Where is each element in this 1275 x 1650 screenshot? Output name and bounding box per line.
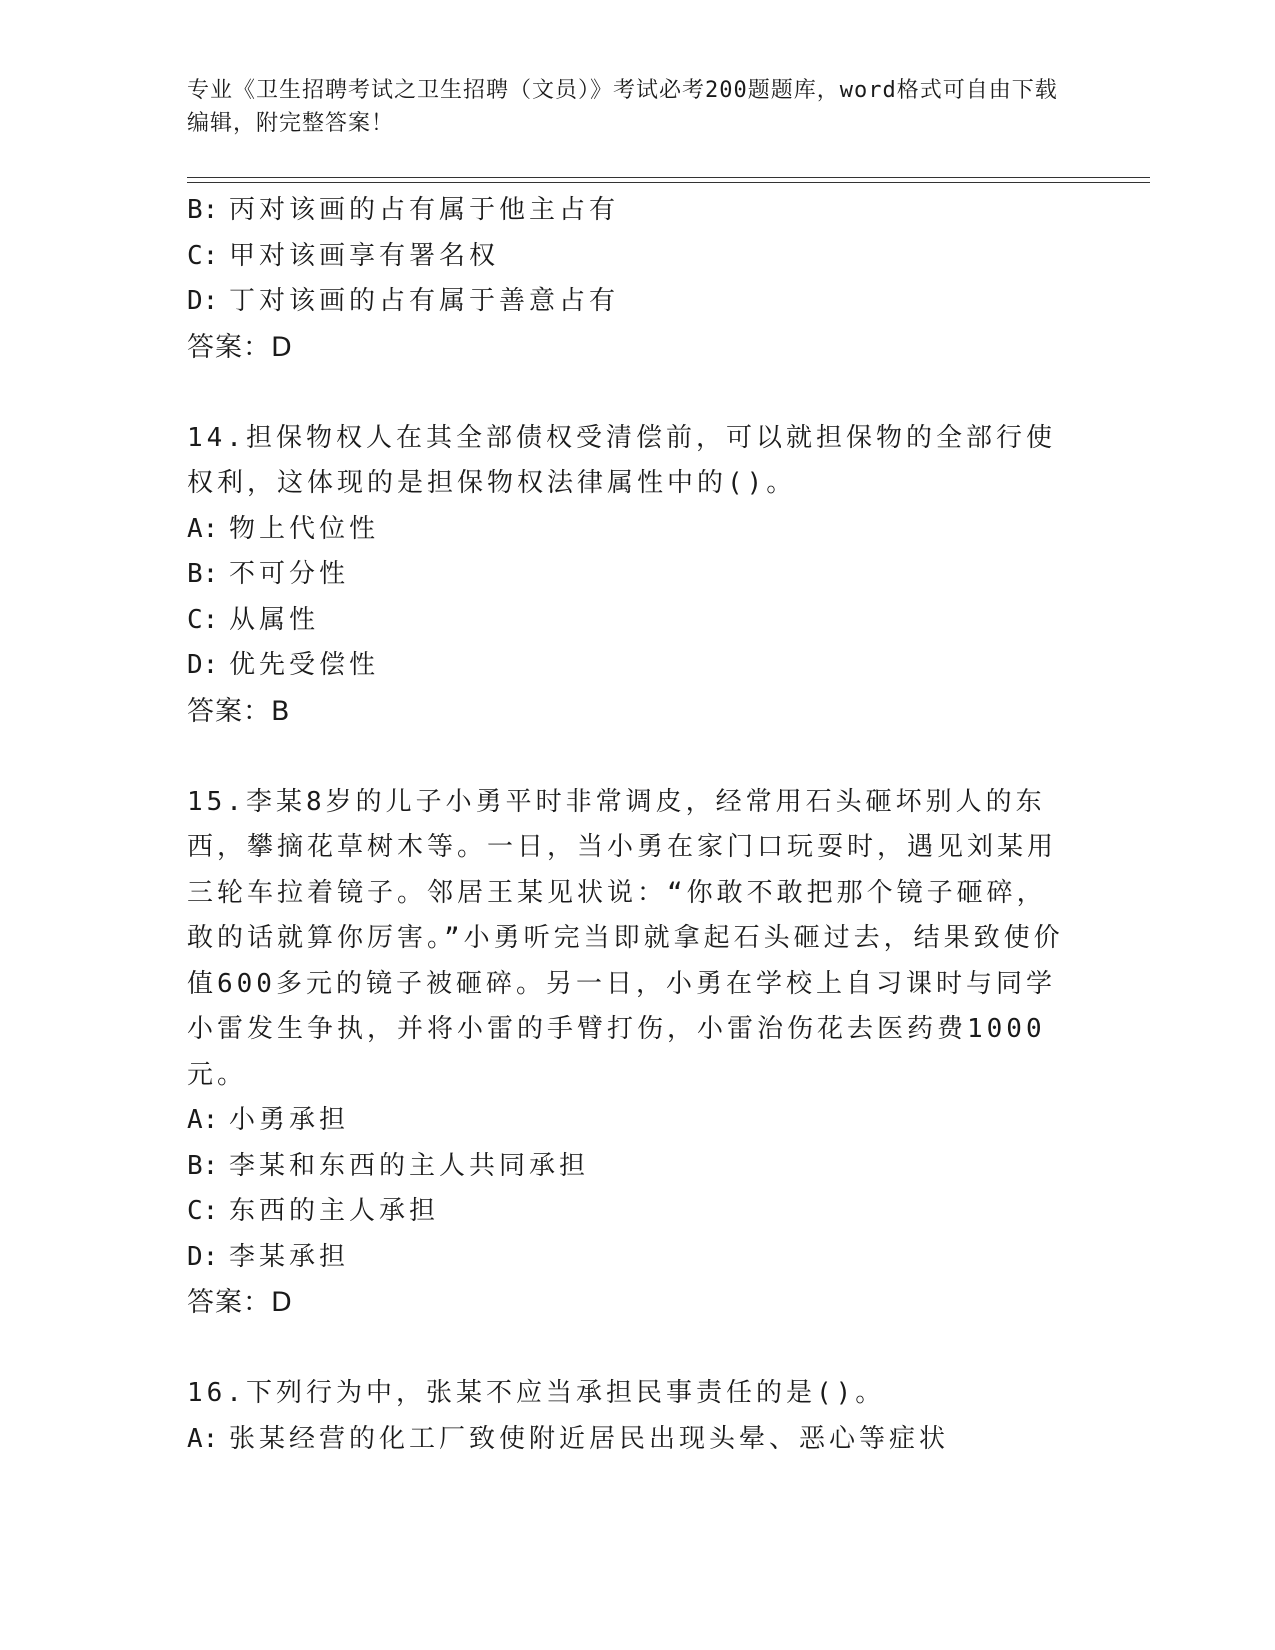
option-a xyxy=(187,1417,1067,1463)
option-text: 李某承担 xyxy=(229,1241,350,1272)
option-d xyxy=(187,643,1067,689)
option-c xyxy=(187,234,1067,280)
option-a xyxy=(187,1098,1067,1144)
header-rule-top xyxy=(187,177,1150,178)
option-key: C: xyxy=(187,604,219,635)
option-c xyxy=(187,1189,1067,1235)
question-content xyxy=(187,188,1067,1462)
option-text: 李某和东西的主人共同承担 xyxy=(229,1150,590,1181)
option-text: 物上代位性 xyxy=(229,513,380,544)
document-title: 专业《卫生招聘考试之卫生招聘（文员）》考试必考200题题库，word格式可自由下载编辑，附完整答案！ xyxy=(187,78,1058,136)
question-16 xyxy=(187,1371,1067,1462)
option-key: B: xyxy=(187,1150,219,1181)
question-14 xyxy=(187,416,1067,735)
option-key: A: xyxy=(187,513,219,544)
question-15 xyxy=(187,780,1067,1326)
answer-line: 答案：D xyxy=(187,1287,293,1318)
option-key: D: xyxy=(187,1241,219,1272)
option-a xyxy=(187,507,1067,553)
question-13-continued xyxy=(187,188,1067,370)
option-text: 小勇承担 xyxy=(229,1105,350,1135)
header-rule-bottom xyxy=(187,182,1150,183)
option-text: 东西的主人承担 xyxy=(229,1196,440,1226)
option-text: 丙对该画的占有属于他主占有 xyxy=(229,195,620,225)
option-text: 不可分性 xyxy=(229,559,350,589)
option-b xyxy=(187,1144,1067,1190)
question-stem: 15.李某8岁的儿子小勇平时非常调皮，经常用石头砸坏别人的东西，攀摘花草树木等。一日，当小勇在家门口玩耍时，遇见刘某用三轮车拉着镜子。邻居王某见状说：“你敢不敢把那个镜子砸碎，敢的话就算你厉害。”小勇听完当即就拿起石头砸过去，结果致使价值600多元的镜子被砸碎。另一日，小勇在学校上自习课时与同学小雷发生争执，并将小雷的手臂打伤，小雷治伤花去医药费1000元。 xyxy=(187,786,1064,1090)
option-key: B: xyxy=(187,195,219,225)
question-stem: 14.担保物权人在其全部债权受清偿前，可以就担保物的全部行使权利，这体现的是担保物权法律属性中的()。 xyxy=(187,422,1056,498)
option-d xyxy=(187,1235,1067,1281)
question-stem: 16.下列行为中，张某不应当承担民事责任的是()。 xyxy=(187,1378,886,1408)
option-key: C: xyxy=(187,240,219,271)
option-text: 从属性 xyxy=(229,604,320,635)
spacer xyxy=(187,734,1067,780)
option-b xyxy=(187,552,1067,598)
option-key: D: xyxy=(187,650,219,680)
option-b xyxy=(187,188,1067,234)
option-c xyxy=(187,598,1067,644)
option-text: 丁对该画的占有属于善意占有 xyxy=(229,286,620,316)
option-text: 甲对该画享有署名权 xyxy=(229,240,500,271)
document-header xyxy=(187,74,1067,140)
spacer xyxy=(187,370,1067,416)
option-key: A: xyxy=(187,1423,219,1454)
option-text: 优先受偿性 xyxy=(229,650,380,680)
option-text: 张某经营的化工厂致使附近居民出现头晕、恶心等症状 xyxy=(229,1423,950,1454)
option-key: B: xyxy=(187,559,219,589)
option-key: A: xyxy=(187,1105,219,1135)
answer-line: 答案：B xyxy=(187,695,291,727)
answer-line: 答案：D xyxy=(187,331,293,363)
option-key: D: xyxy=(187,286,219,316)
option-key: C: xyxy=(187,1196,219,1226)
spacer xyxy=(187,1326,1067,1372)
option-d xyxy=(187,279,1067,325)
